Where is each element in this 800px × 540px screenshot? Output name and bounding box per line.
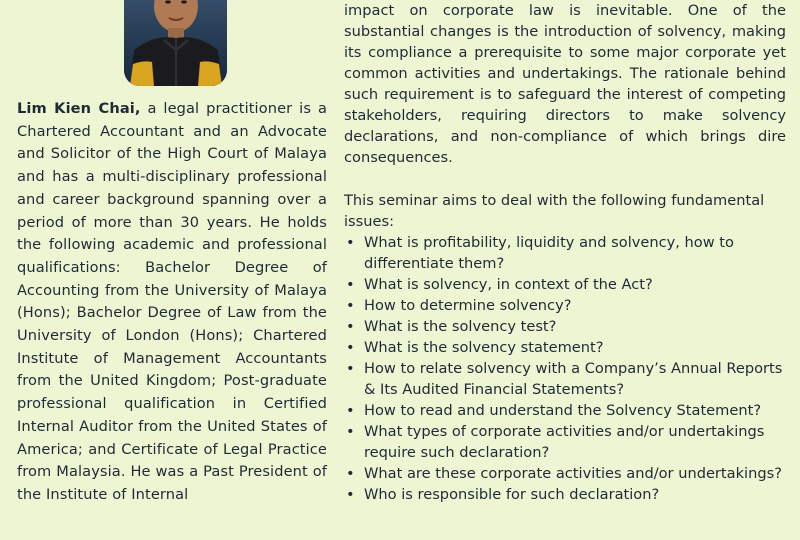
- seminar-description: [344, 0, 786, 505]
- list-item: [344, 274, 786, 295]
- issue-text: What is the solvency test?: [364, 318, 557, 335]
- list-item: [344, 421, 786, 463]
- list-item: [344, 337, 786, 358]
- bullet-icon: •: [346, 318, 355, 335]
- speaker-bio-text: a legal practitioner is a Chartered Accountant and an Advocate and Solicitor of the High Court of Malaya and has a multi-disciplinary professional and career background spanning over a period of more than 30 years. He holds the following academic and professional qualifications: Bachelor Degree of Accounting from the University of Malaya (Hons); Bachelor Degree of Law from the University of London (Hons); Chartered Institute of Management Accountants from the United Kingdom; Post-graduate professional qualification in Certified Internal Auditor from the United States of America; and Certificate of Legal Practice from Malaysia. He was a Past President of the Institute of Internal: [17, 100, 327, 503]
- list-item: [344, 316, 786, 337]
- issue-text: How to read and understand the Solvency Statement?: [364, 402, 762, 419]
- list-item: [344, 232, 786, 274]
- issue-text: What are these corporate activities and/or undertakings?: [364, 465, 782, 482]
- list-item: [344, 295, 786, 316]
- issue-text: What is solvency, in context of the Act?: [364, 276, 653, 293]
- issue-text: What types of corporate activities and/or undertakings require such declaration?: [364, 423, 765, 461]
- speaker-bio: [17, 98, 327, 507]
- issue-text: How to determine solvency?: [364, 297, 572, 314]
- bullet-icon: •: [346, 276, 355, 293]
- bullet-icon: •: [346, 423, 355, 440]
- issue-text: How to relate solvency with a Company’s Annual Reports & Its Audited Financial Statements?: [364, 360, 783, 398]
- bullet-icon: •: [346, 360, 355, 377]
- bullet-icon: •: [346, 402, 355, 419]
- bullet-icon: •: [346, 339, 355, 356]
- issue-text: What is profitability, liquidity and solvency, how to differentiate them?: [364, 234, 734, 272]
- bullet-icon: •: [346, 297, 355, 314]
- list-item: [344, 484, 786, 505]
- list-item: [344, 463, 786, 484]
- issue-text: What is the solvency statement?: [364, 339, 604, 356]
- bullet-icon: •: [346, 465, 355, 482]
- aims-paragraph: This seminar aims to deal with the following fundamental issues:: [344, 192, 765, 230]
- issue-text: Who is responsible for such declaration?: [364, 486, 660, 503]
- bullet-icon: •: [346, 486, 355, 503]
- speaker-photo: [124, 0, 227, 86]
- issues-list: [344, 232, 786, 505]
- speaker-name: Lim Kien Chai,: [17, 100, 141, 117]
- bullet-icon: •: [346, 234, 355, 251]
- intro-paragraph: impact on corporate law is inevitable. One of the substantial changes is the introduction of solvency, making its compliance a prerequisite to some major corporate yet common activities and undertakings. The rationale behind such requirement is to safeguard the interest of competing stakeholders, requiring directors to make solvency declarations, and non-compliance of which brings dire consequences.: [344, 2, 786, 166]
- speaker-portrait-image: [124, 0, 227, 86]
- list-item: [344, 358, 786, 400]
- list-item: [344, 400, 786, 421]
